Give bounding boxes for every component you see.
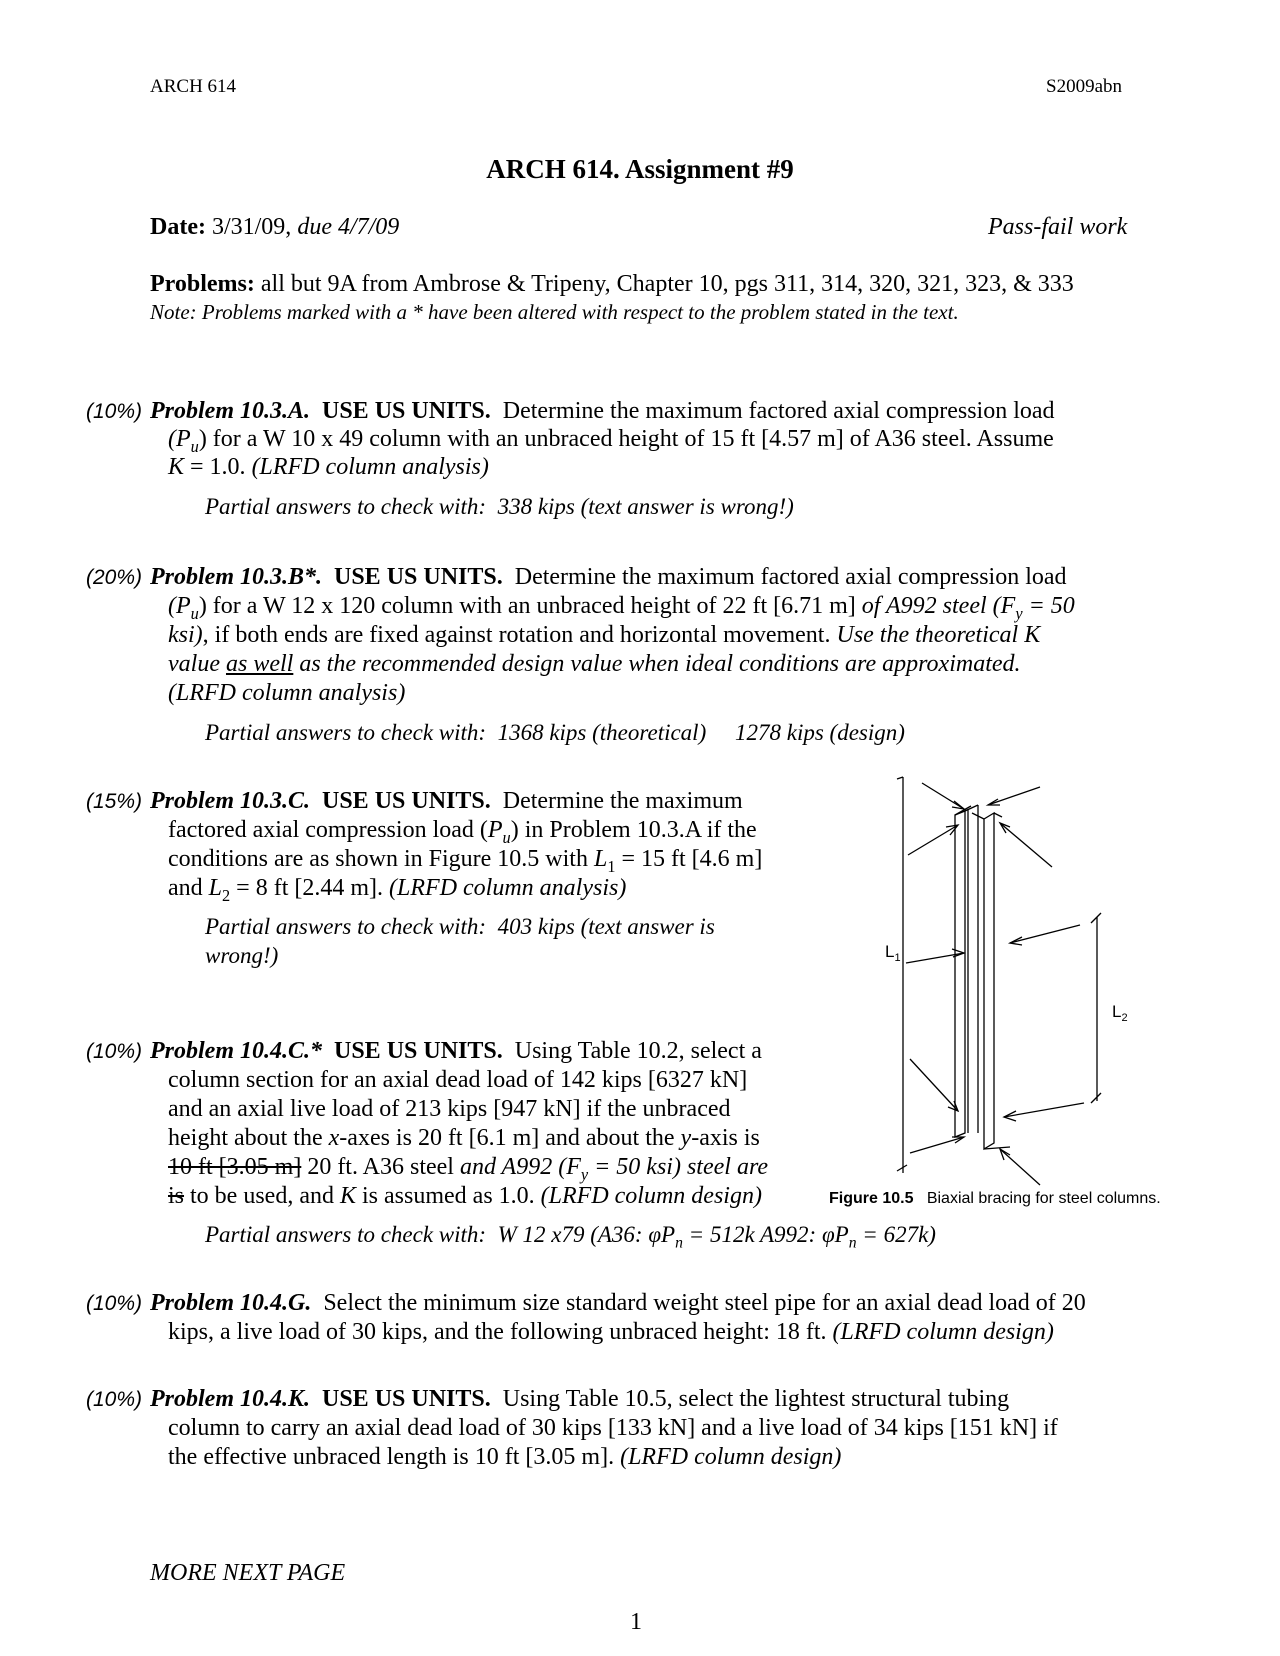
answer-10-3-a xyxy=(205,494,794,520)
alteration: of A992 steel (F xyxy=(861,593,1016,619)
use-us-units: USE US UNITS. xyxy=(334,1038,503,1064)
problem-text: to be used, and xyxy=(184,1183,340,1209)
problem-text: -axis is xyxy=(691,1125,760,1151)
due-date: due 4/7/09 xyxy=(297,214,400,240)
problem-text: height about the xyxy=(168,1125,329,1151)
weight-10-3-a: (10%) xyxy=(86,400,143,423)
alteration: = 50 ksi) steel are xyxy=(588,1154,769,1180)
weight-10-4-k: (10%) xyxy=(86,1388,143,1411)
problem-10-3-b-line-4 xyxy=(168,650,1021,678)
date-value: 3/31/09, xyxy=(211,214,292,240)
problem-10-4-c-line-2: column section for an axial dead load of 142 kips [6327 kN] xyxy=(168,1067,748,1093)
subscript: y xyxy=(1015,603,1023,623)
problem-10-4-k-line-1 xyxy=(150,1385,1009,1413)
page-title: ARCH 614. Assignment #9 xyxy=(486,154,794,184)
figure-biaxial-bracing xyxy=(860,765,1190,1195)
problem-text: Select the minimum size standard weight steel pipe for an axial dead load of 20 xyxy=(323,1290,1086,1316)
problem-title: Problem 10.3.B*. xyxy=(150,564,322,590)
answer-value: φP xyxy=(821,1222,849,1247)
symbol: K xyxy=(168,454,185,480)
alteration: = 50 xyxy=(1022,593,1075,619)
pass-fail: Pass-fail work xyxy=(988,214,1128,240)
problem-text: = 15 ft [4.6 m] xyxy=(615,846,763,872)
answer-10-3-c-line-2: wrong!) xyxy=(205,943,279,968)
caption-text: Biaxial bracing for steel columns. xyxy=(926,1190,1161,1207)
caption-label: Figure 10.5 xyxy=(829,1190,914,1207)
partial-label: Partial answers to check with: xyxy=(205,914,487,939)
answer-value: 338 kips (text answer is wrong!) xyxy=(497,494,794,519)
partial-label: Partial answers to check with: xyxy=(205,1222,487,1247)
partial-label: Partial answers to check with: xyxy=(205,494,487,519)
answer-value: 1368 kips (theoretical) xyxy=(497,720,707,745)
problem-text: conditions are as shown in Figure 10.5 with xyxy=(168,846,594,872)
symbol: L xyxy=(208,875,223,901)
problem-title: Problem 10.4.K. xyxy=(150,1386,310,1412)
problem-10-4-c-line-4 xyxy=(168,1124,760,1152)
problem-10-3-c-line-4 xyxy=(168,874,626,910)
use-us-units: USE US UNITS. xyxy=(322,1386,491,1412)
symbol: K xyxy=(339,1183,356,1209)
more-next-page: MORE NEXT PAGE xyxy=(150,1560,346,1586)
problem-text: Determine the maximum xyxy=(502,788,743,814)
subscript: y xyxy=(580,1164,589,1184)
problems-note: Note: Problems marked with a * have been altered with respect to the problem stated in the text. xyxy=(150,300,959,324)
use-us-units: USE US UNITS. xyxy=(322,398,491,424)
answer-value: = 627k) xyxy=(856,1222,936,1247)
problem-10-4-c-line-6 xyxy=(168,1182,762,1210)
answer-value: 1278 kips (design) xyxy=(734,720,905,745)
problem-10-3-b-line-3 xyxy=(168,621,1040,649)
course-code: ARCH 614 xyxy=(150,76,237,97)
partial-label: Partial answers to check with: xyxy=(205,720,487,745)
problem-text: 20 ft. A36 steel xyxy=(301,1154,460,1180)
alteration: and A992 (F xyxy=(459,1154,581,1180)
problem-text: factored axial compression load ( xyxy=(168,817,488,843)
struck-text: 10 ft [3.05 m] xyxy=(168,1154,302,1180)
subscript: u xyxy=(502,827,511,847)
problems-label: Problems: xyxy=(150,271,255,297)
symbol: L xyxy=(593,846,608,872)
problem-text: Using Table 10.2, select a xyxy=(514,1038,762,1064)
struck-text: is xyxy=(168,1183,185,1209)
symbol: (P xyxy=(168,593,191,619)
problem-title: Problem 10.4.C.* xyxy=(150,1038,322,1064)
problem-10-4-c-line-1 xyxy=(150,1037,762,1065)
weight-10-3-c: (15%) xyxy=(86,790,143,813)
method-tag: (LRFD column design) xyxy=(832,1319,1054,1345)
problem-text: ) for a W 12 x 120 column with an unbraced height of 22 ft [6.71 m] xyxy=(198,593,862,619)
problem-text: Determine the maximum factored axial compression load xyxy=(514,564,1067,590)
method-tag: (LRFD column analysis) xyxy=(389,875,627,901)
date-label: Date: xyxy=(150,214,206,240)
symbol: (P xyxy=(168,426,191,452)
problem-text: ) in Problem 10.3.A if the xyxy=(510,817,757,843)
alteration: Use the theoretical K xyxy=(836,622,1041,648)
problem-title: Problem 10.3.C. xyxy=(150,788,310,814)
alteration: as the recommended design value when ideal conditions are approximated. xyxy=(293,651,1021,677)
problem-text: and xyxy=(168,875,209,901)
use-us-units: USE US UNITS. xyxy=(322,788,491,814)
figure-caption xyxy=(829,1190,1161,1208)
underlined-text: as well xyxy=(225,651,294,677)
use-us-units: USE US UNITS. xyxy=(334,564,503,590)
problem-10-3-c-line-1 xyxy=(150,787,743,815)
problem-text: is assumed as 1.0. xyxy=(356,1183,541,1209)
problem-text: Using Table 10.5, select the lightest structural tubing xyxy=(502,1386,1010,1412)
problem-10-3-a-line-3 xyxy=(168,453,489,481)
problem-text: Determine the maximum factored axial compression load xyxy=(502,398,1055,424)
method-tag: (LRFD column analysis) xyxy=(251,454,489,480)
problem-text: ) for a W 10 x 49 column with an unbraced height of 15 ft [4.57 m] of A36 steel. Assume xyxy=(198,426,1054,452)
symbol: x xyxy=(328,1125,340,1151)
problem-10-3-b-line-1 xyxy=(150,563,1067,591)
problem-10-4-k-line-2: column to carry an axial dead load of 30 kips [133 kN] and a live load of 34 kips [151 kN] if xyxy=(168,1415,1058,1441)
problems-intro xyxy=(150,270,1074,298)
alteration: value xyxy=(168,651,226,677)
method-tag: (LRFD column design) xyxy=(620,1444,842,1470)
weight-10-3-b: (20%) xyxy=(86,566,143,589)
subscript: u xyxy=(190,603,199,623)
date-line xyxy=(150,213,399,241)
alteration: ksi) xyxy=(168,622,203,648)
weight-10-4-g: (10%) xyxy=(86,1292,143,1315)
subscript: n xyxy=(675,1234,683,1252)
problem-title: Problem 10.4.G. xyxy=(150,1290,312,1316)
problem-text: = 8 ft [2.44 m]. xyxy=(230,875,390,901)
problem-text: , if both ends are fixed against rotation and horizontal movement. xyxy=(202,622,837,648)
problem-text: kips, a live load of 30 kips, and the following unbraced height: 18 ft. xyxy=(168,1319,833,1345)
method-tag: (LRFD column design) xyxy=(540,1183,762,1209)
symbol: P xyxy=(487,817,503,843)
subscript: n xyxy=(848,1234,857,1252)
answer-10-3-c-line-1 xyxy=(205,914,715,940)
problem-10-4-g-line-1 xyxy=(150,1289,1086,1317)
page-number: 1 xyxy=(630,1609,642,1635)
problem-10-4-k-line-3 xyxy=(168,1443,841,1471)
weight-10-4-c: (10%) xyxy=(86,1040,143,1063)
label-l2: $L_2$ xyxy=(1112,1002,1128,1024)
problem-10-4-c-line-3: and an axial live load of 213 kips [947 kN] if the unbraced xyxy=(168,1096,731,1122)
label-l1: $L_1$ xyxy=(885,942,901,964)
problem-text: = 1.0. xyxy=(184,454,252,480)
answer-10-3-b xyxy=(205,720,905,746)
subscript: u xyxy=(190,436,199,456)
problems-text: all but 9A from Ambrose & Tripeny, Chapter 10, pgs 311, 314, 320, 321, 323, & 333 xyxy=(260,271,1074,297)
answer-value: = 512k A992: xyxy=(682,1222,822,1247)
subscript: 2 xyxy=(222,885,231,905)
problem-text: -axes is 20 ft [6.1 m] and about the xyxy=(339,1125,681,1151)
problem-10-4-g-line-2 xyxy=(168,1318,1054,1346)
problem-text: the effective unbraced length is 10 ft [3.05 m]. xyxy=(168,1444,621,1470)
subscript: 1 xyxy=(607,856,616,876)
answer-value: W 12 x79 (A36: xyxy=(497,1222,649,1247)
symbol: y xyxy=(680,1125,692,1151)
answer-value: φP xyxy=(648,1222,676,1247)
answer-value: 403 kips (text answer is xyxy=(497,914,715,939)
problem-10-3-b-line-5: (LRFD column analysis) xyxy=(168,680,406,706)
problem-10-3-a-line-1 xyxy=(150,397,1055,425)
problem-title: Problem 10.3.A. xyxy=(150,398,310,424)
doc-code: S2009abn xyxy=(1046,76,1122,97)
answer-10-4-c xyxy=(205,1222,936,1253)
